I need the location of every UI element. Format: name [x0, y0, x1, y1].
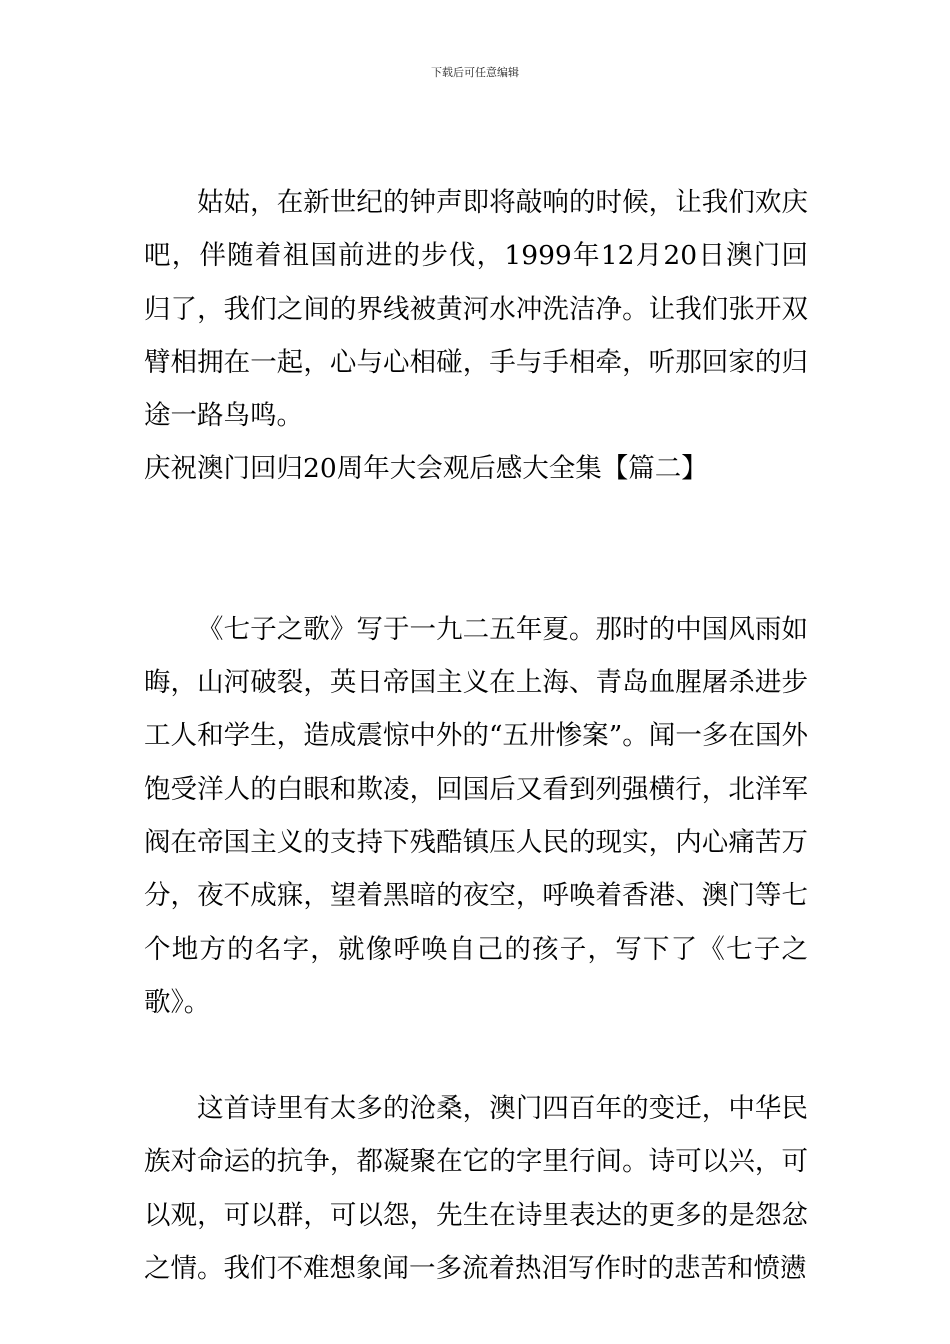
- page-header: 下载后可任意编辑: [431, 66, 519, 79]
- paragraph-3: 这首诗里有太多的沧桑，澳门四百年的变迁，中华民族对命运的抗争，都凝聚在它的字里行间。诗可以兴，可以观，可以群，可以怨，先生在诗里表达的更多的是怨忿之情。我们不难想象闻一多流着热泪写作时的悲苦和愤懑: [144, 1093, 808, 1285]
- document-body: [144, 176, 808, 1295]
- paragraph-2: 《七子之歌》写于一九二五年夏。那时的中国风雨如晦，山河破裂，英日帝国主义在上海、青岛血腥屠杀进步工人和学生，造成震惊中外的“五卅惨案”。闻一多在国外饱受洋人的白眼和欺凌，回国后又看到列强横行，北洋军阀在帝国主义的支持下残酷镇压人民的现实，内心痛苦万分，夜不成寐，望着黑暗的夜空，呼唤着香港、澳门等七个地方的名字，就像呼唤自己的孩子，写下了《七子之歌》。: [144, 613, 808, 1018]
- spacer: [144, 1029, 808, 1082]
- section-heading: 庆祝澳门回归20周年大会观后感大全集【篇二】: [144, 453, 708, 485]
- paragraph-1: 姑姑，在新世纪的钟声即将敲响的时候，让我们欢庆吧，伴随着祖国前进的步伐，1999年12月20日澳门回归了，我们之间的界线被黄河水冲洗洁净。让我们张开双臂相拥在一起，心与心相碰，手与手相牵，听那回家的归途一路鸟鸣。: [144, 187, 808, 432]
- spacer: [144, 496, 808, 603]
